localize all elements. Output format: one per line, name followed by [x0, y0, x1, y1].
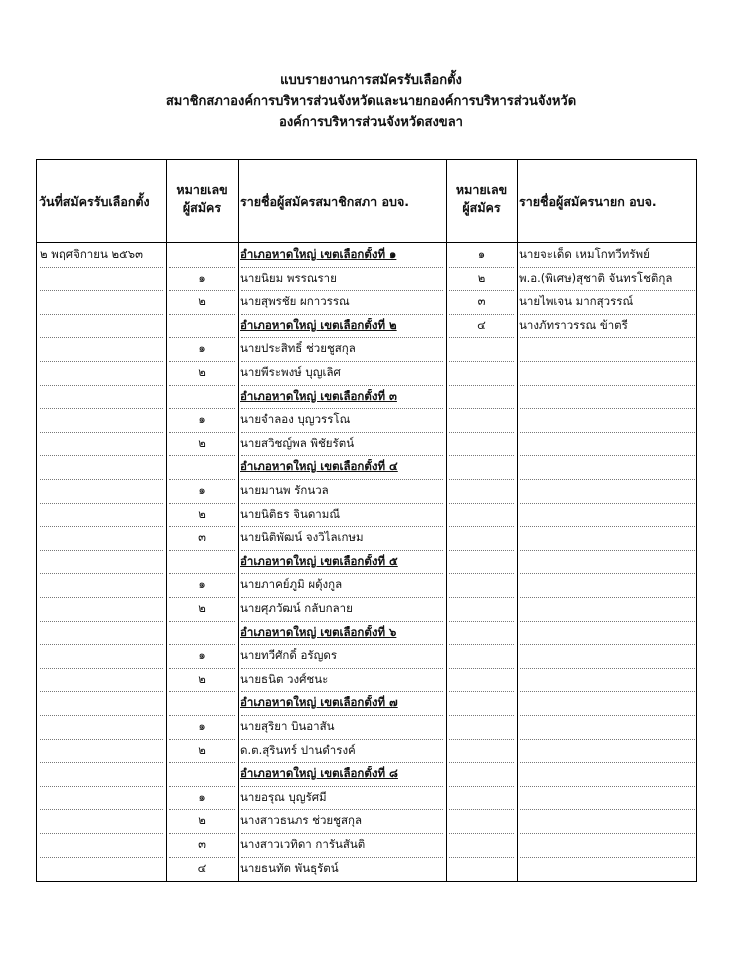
row-separator [169, 290, 235, 291]
row-separator [241, 739, 443, 740]
row-separator [169, 479, 235, 480]
cell-mayor-name: นายไพเจน มากสุวรรณ์ [519, 294, 634, 309]
document-subtitle: สมาชิกสภาองค์การบริหารส่วนจังหวัดและนายกองค์การบริหารส่วนจังหวัด [165, 94, 577, 109]
organization-name: องค์การบริหารส่วนจังหวัดสงขลา [279, 115, 463, 130]
cell-member-name: นายอรุณ บุญรัศมี [240, 789, 327, 804]
row-separator [520, 668, 695, 669]
row-separator [520, 762, 695, 763]
row-separator [520, 290, 695, 291]
row-separator [520, 455, 695, 456]
row-separator [169, 715, 235, 716]
cell-number: ๑ [198, 577, 206, 592]
row-separator [520, 267, 695, 268]
header-mayor-number-a: หมายเลข [455, 182, 508, 197]
cell-member-name: อำเภอหาดใหญ่ เขตเลือกตั้งที่ ๖ [240, 624, 397, 639]
cell-member-name: อำเภอหาดใหญ่ เขตเลือกตั้งที่ ๕ [240, 553, 398, 568]
row-separator [241, 267, 443, 268]
header-date: วันที่สมัครรับเลือกตั้ง [39, 194, 150, 209]
row-separator [169, 833, 235, 834]
row-separator [449, 267, 514, 268]
cell-member-name: นายประสิทธิ์ ช่วยชูสกุล [240, 341, 356, 356]
row-separator [449, 857, 514, 858]
row-separator [40, 857, 163, 858]
row-separator [449, 526, 514, 527]
row-separator [449, 290, 514, 291]
row-separator [449, 361, 514, 362]
row-separator [520, 715, 695, 716]
cell-number: ๑ [198, 341, 206, 356]
row-separator [241, 833, 443, 834]
row-separator [241, 408, 443, 409]
row-separator [520, 526, 695, 527]
cell-mayor-number: ๒ [477, 270, 486, 285]
row-separator [40, 479, 163, 480]
column-divider [446, 160, 447, 881]
cell-member-name: นายธนทัต พันธุรัตน์ [240, 860, 339, 875]
cell-number: ๓ [198, 530, 206, 545]
row-separator [169, 573, 235, 574]
row-separator [520, 432, 695, 433]
row-separator [520, 644, 695, 645]
row-separator [449, 597, 514, 598]
row-separator [449, 337, 514, 338]
row-separator [40, 833, 163, 834]
cell-number: ๑ [198, 648, 206, 663]
row-separator [449, 762, 514, 763]
row-separator [520, 597, 695, 598]
row-separator [40, 621, 163, 622]
cell-mayor-number: ๓ [477, 294, 486, 309]
cell-member-name: นายมานพ รักนวล [240, 483, 329, 497]
row-separator [169, 455, 235, 456]
cell-member-name: นางสาวธนภร ช่วยชูสกุล [240, 813, 362, 828]
row-separator [40, 503, 163, 504]
row-separator [520, 833, 695, 834]
row-separator [40, 267, 163, 268]
row-separator [449, 573, 514, 574]
row-separator [169, 644, 235, 645]
row-separator [449, 550, 514, 551]
row-separator [169, 550, 235, 551]
cell-member-name: นายนิยม พรรณราย [240, 270, 337, 285]
row-separator [449, 809, 514, 810]
row-separator [169, 809, 235, 810]
row-separator [40, 573, 163, 574]
row-separator [241, 361, 443, 362]
cell-member-name: นางสาวเวทิดา การันสันติ [240, 837, 366, 851]
cell-number: ๒ [198, 365, 206, 379]
cell-number: ๒ [198, 601, 206, 615]
row-separator [241, 526, 443, 527]
column-divider [238, 160, 239, 881]
cell-number: ๒ [198, 506, 206, 521]
row-separator [40, 361, 163, 362]
row-separator [241, 479, 443, 480]
candidate-table [36, 159, 697, 882]
row-separator [520, 621, 695, 622]
row-separator [169, 361, 235, 362]
row-separator [241, 762, 443, 763]
row-separator [520, 314, 695, 315]
row-separator [40, 597, 163, 598]
cell-number: ๑ [198, 789, 206, 804]
row-separator [40, 550, 163, 551]
cell-member-name: ด.ต.สุรินทร์ ปานดำรงค์ [240, 742, 356, 757]
row-separator [241, 715, 443, 716]
cell-member-name: อำเภอหาดใหญ่ เขตเลือกตั้งที่ ๓ [240, 388, 397, 403]
row-separator [520, 385, 695, 386]
row-separator [241, 786, 443, 787]
row-separator [449, 503, 514, 504]
row-separator [169, 668, 235, 669]
header-mayor-number-b: ผู้สมัคร [462, 200, 501, 215]
row-separator [169, 408, 235, 409]
row-separator [449, 432, 514, 433]
row-separator [241, 385, 443, 386]
row-separator [241, 503, 443, 504]
cell-member-name: นายภาคย์ภูมิ ผดุ้งกูล [240, 577, 343, 592]
row-separator [169, 691, 235, 692]
header-divider [37, 242, 696, 243]
row-separator [520, 691, 695, 692]
row-separator [241, 550, 443, 551]
row-separator [241, 597, 443, 598]
row-separator [169, 314, 235, 315]
cell-member-name: นายสุริยา บินอาสัน [240, 719, 335, 733]
row-separator [169, 526, 235, 527]
row-separator [40, 668, 163, 669]
row-separator [241, 668, 443, 669]
header-member-names: รายชื่อผู้สมัครสมาชิกสภา อบจ. [240, 194, 410, 209]
row-separator [169, 857, 235, 858]
row-separator [520, 479, 695, 480]
row-separator [169, 432, 235, 433]
cell-member-name: นายนิติพัฒน์ จงวิไลเกษม [240, 530, 364, 545]
row-separator [40, 762, 163, 763]
row-separator [40, 715, 163, 716]
cell-member-name: อำเภอหาดใหญ่ เขตเลือกตั้งที่ ๑ [240, 247, 397, 261]
row-separator [40, 314, 163, 315]
row-separator [449, 786, 514, 787]
cell-number: ๒ [198, 294, 206, 309]
cell-member-name: อำเภอหาดใหญ่ เขตเลือกตั้งที่ ๒ [240, 317, 397, 332]
row-separator [169, 621, 235, 622]
cell-number: ๒ [198, 742, 206, 757]
cell-member-name: นายสุพรชัย ผกาวรรณ [240, 294, 350, 309]
row-separator [40, 408, 163, 409]
row-separator [241, 691, 443, 692]
row-separator [169, 385, 235, 386]
cell-number: ๓ [198, 837, 206, 851]
row-separator [241, 857, 443, 858]
row-separator [40, 290, 163, 291]
row-separator [520, 573, 695, 574]
row-separator [40, 526, 163, 527]
row-separator [40, 644, 163, 645]
row-separator [520, 809, 695, 810]
row-separator [449, 739, 514, 740]
column-divider [166, 160, 167, 881]
cell-member-name: นายศุภวัฒน์ กลับกลาย [240, 601, 353, 615]
header-number-a: หมายเลข [176, 182, 228, 197]
header-number-b: ผู้สมัคร [182, 200, 222, 215]
row-separator [40, 432, 163, 433]
cell-number: ๑ [198, 270, 206, 285]
cell-member-name: นายทวีศักดิ์ อรัญดร [240, 648, 338, 663]
row-separator [520, 857, 695, 858]
row-separator [520, 361, 695, 362]
row-separator [169, 786, 235, 787]
row-separator [449, 668, 514, 669]
row-separator [520, 739, 695, 740]
cell-member-name: อำเภอหาดใหญ่ เขตเลือกตั้งที่ ๘ [240, 766, 398, 781]
cell-member-name: อำเภอหาดใหญ่ เขตเลือกตั้งที่ ๗ [240, 695, 398, 710]
cell-member-name: นายจำลอง บุญวรรโณ [240, 412, 351, 427]
row-separator [241, 573, 443, 574]
cell-mayor-number: ๑ [477, 247, 486, 261]
row-separator [241, 314, 443, 315]
row-separator [241, 809, 443, 810]
row-separator [449, 408, 514, 409]
header-mayor-names: รายชื่อผู้สมัครนายก อบจ. [519, 194, 657, 209]
row-separator [449, 621, 514, 622]
row-separator [520, 550, 695, 551]
cell-number: ๔ [197, 860, 207, 875]
cell-member-name: นายนิติธร จินดามณี [240, 506, 341, 521]
row-separator [169, 739, 235, 740]
cell-member-name: นายธนิต วงศ์ชนะ [240, 671, 329, 686]
row-separator [169, 267, 235, 268]
cell-member-name: นายพีระพงษ์ บุญเลิศ [240, 365, 341, 379]
cell-date: ๒ พฤศจิกายน ๒๕๖๓ [40, 247, 143, 261]
cell-number: ๒ [198, 671, 206, 686]
row-separator [169, 337, 235, 338]
row-separator [169, 503, 235, 504]
cell-number: ๒ [198, 435, 206, 450]
row-separator [241, 455, 443, 456]
row-separator [241, 290, 443, 291]
row-separator [241, 644, 443, 645]
cell-mayor-name: นายจะเด็ด เหมโกทวีทรัพย์ [519, 247, 650, 261]
row-separator [520, 337, 695, 338]
row-separator [169, 762, 235, 763]
cell-number: ๑ [198, 483, 206, 497]
row-separator [40, 809, 163, 810]
row-separator [449, 385, 514, 386]
row-separator [449, 455, 514, 456]
row-separator [520, 503, 695, 504]
column-divider [517, 160, 518, 881]
row-separator [520, 786, 695, 787]
row-separator [40, 739, 163, 740]
row-separator [449, 479, 514, 480]
row-separator [449, 644, 514, 645]
row-separator [40, 385, 163, 386]
cell-mayor-name: นางภัทราวรรณ ข้าตรี [519, 317, 628, 332]
row-separator [241, 337, 443, 338]
cell-member-name: อำเภอหาดใหญ่ เขตเลือกตั้งที่ ๔ [240, 459, 398, 474]
row-separator [40, 455, 163, 456]
row-separator [241, 432, 443, 433]
cell-mayor-name: พ.อ.(พิเศษ)สุชาติ จันทรโชติกุล [519, 270, 673, 285]
cell-member-name: นายสวิชญ์พล พิชัยรัตน์ [240, 435, 355, 450]
row-separator [40, 691, 163, 692]
row-separator [449, 314, 514, 315]
cell-number: ๒ [198, 813, 206, 828]
cell-number: ๑ [198, 412, 206, 427]
row-separator [449, 715, 514, 716]
row-separator [40, 337, 163, 338]
document-title: แบบรายงานการสมัครรับเลือกตั้ง [280, 73, 462, 88]
row-separator [169, 597, 235, 598]
row-separator [520, 408, 695, 409]
cell-mayor-number: ๔ [477, 317, 486, 332]
row-separator [40, 786, 163, 787]
row-separator [241, 621, 443, 622]
row-separator [449, 691, 514, 692]
row-separator [449, 833, 514, 834]
cell-number: ๑ [198, 719, 206, 733]
